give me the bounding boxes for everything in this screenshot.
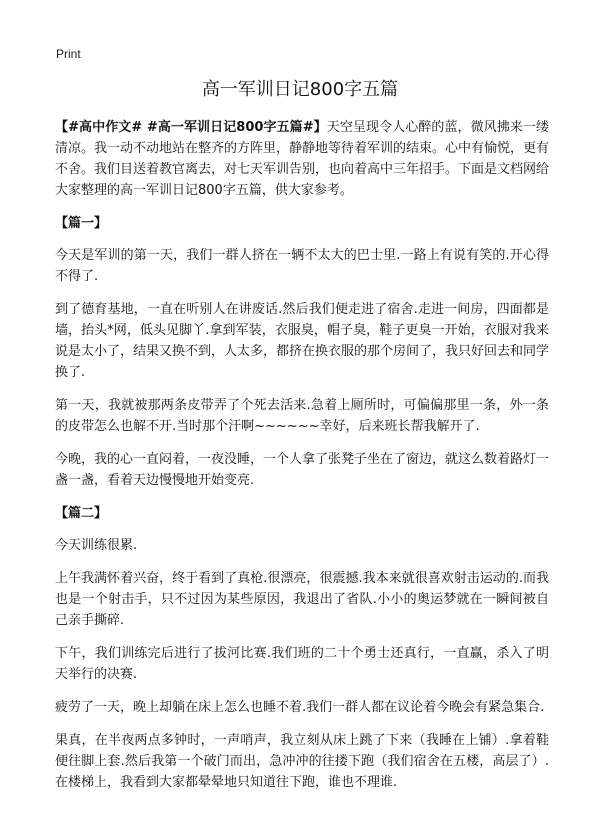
section-paragraph: 第一天，我就被那两条皮带弄了个死去活来.急着上厕所时，可偏偏那里一条，外一条的皮带怎么也解不开.当时那个汗啊~~~~~~幸好，后来班长帮我解开了. — [55, 398, 549, 434]
section-paragraph: 果真，在半夜两点多钟时，一声哨声，我立刻从床上跳了下来（我睡在上铺）.拿着鞋便往脚上套.然后我第一个破门而出，急冲冲的往搂下跑（我们宿舍在五楼，高层了）.在楼梯上，我看到大家都晕晕地只知道往下跑，谁也不理谁. — [55, 733, 549, 790]
section-paragraph: 今晚，我的心一直闷着，一夜没睡，一个人拿了张凳子坐在了窗边，就这么数着路灯一盏一盏，看着天边慢慢地开始变亮. — [55, 452, 550, 488]
section-2 — [55, 503, 549, 793]
print-link[interactable]: Print — [56, 47, 81, 61]
section-paragraph: 今天是军训的第一天，我们一群人挤在一辆不太大的巴士里.一路上有说有笑的.开心得不得了. — [55, 248, 549, 284]
section-paragraph: 疲劳了一天，晚上却躺在床上怎么也睡不着.我们一群人都在议论着今晚会有紧急集合. — [55, 700, 545, 715]
section-1 — [55, 213, 549, 491]
document-title: 高一军训日记800字五篇 — [201, 79, 399, 100]
intro-tag: 【#高中作文# #高一军训日记800字五篇#】 — [55, 120, 327, 135]
section-paragraph: 今天训练很累. — [55, 538, 138, 553]
intro-text: 天空呈现令人心醉的蓝，微风拂来一缕清凉。我一动不动地站在整齐的方阵里，静静地等待着军训的结束。心中有愉悦，更有不舍。我们目送着教官离去，对七天军训告别，也向着高中三年招手。下面是文档网给大家整理的高一军训日记800字五篇，供大家参考。 — [55, 120, 550, 198]
section-paragraph: 下午，我们训练完后进行了拔河比赛.我们班的二十个勇士还真行，一直赢，杀入了明天举行的决赛. — [55, 646, 549, 682]
section-paragraph: 到了德育基地，一直在听别人在讲废话.然后我们便走进了宿舍.走进一间房，四面都是墙，抬头*网，低头见脚丫.拿到军装，衣服臭，帽子臭，鞋子更臭一开始，衣服对我来说是太小了，结果又换不到，人太多，都挤在换衣服的那个房间了，我只好回去和同学换了. — [55, 302, 550, 380]
intro-paragraph — [55, 117, 549, 201]
section-paragraph: 上午我满怀着兴奋，终于看到了真枪.很漂亮，很震撼.我本来就很喜欢射击运动的.而我也是一个射击手，只不过因为某些原因，我退出了省队.小小的奥运梦就在一瞬间被自己亲手撕碎. — [55, 571, 549, 628]
section-heading: 【篇一】 — [55, 216, 108, 231]
section-heading: 【篇二】 — [55, 506, 108, 521]
document-body — [55, 117, 549, 805]
